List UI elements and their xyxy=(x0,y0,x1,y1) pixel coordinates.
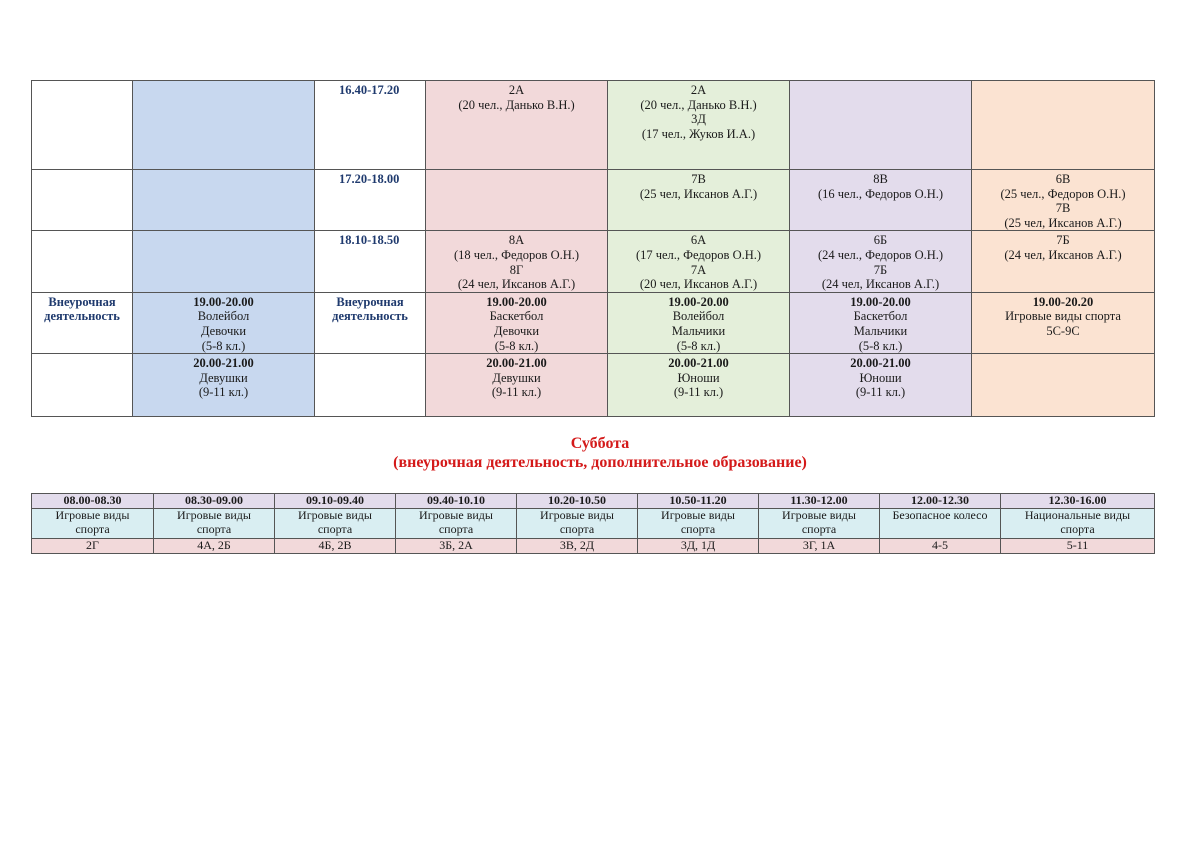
cell-text-line: (20 чел., Данько В.Н.) xyxy=(640,97,757,112)
cell-text-line: 18.10-18.50 xyxy=(339,233,400,248)
column-5-cell xyxy=(608,231,790,292)
cell-text-line: Мальчики xyxy=(853,323,908,338)
saturday-class-cell: 3Д, 1Д xyxy=(638,539,759,554)
cell-text-line: Игровые виды xyxy=(55,508,130,522)
cell-text-line: Мальчики xyxy=(671,323,726,338)
saturday-activity-cell xyxy=(32,509,154,539)
column-7-cell xyxy=(972,231,1155,292)
saturday-class-cell: 4Б, 2В xyxy=(275,539,396,554)
column-5-cell xyxy=(608,354,790,417)
cell-text-line: Игровые виды xyxy=(298,508,372,522)
cell-text-line: 5С-9С xyxy=(1046,323,1080,338)
saturday-activity-cell xyxy=(275,509,396,539)
cell-text-line: (24 чел., Федоров О.Н.) xyxy=(817,247,944,262)
column-4-cell xyxy=(426,354,608,417)
saturday-class-cell: 3Б, 2А xyxy=(396,539,517,554)
cell-text-line: 17.20-18.00 xyxy=(339,172,400,186)
cell-text-line: 16.40-17.20 xyxy=(339,83,400,97)
cell-text-line: Внеурочная xyxy=(336,294,404,309)
cell-text-line: 7В xyxy=(1055,201,1071,216)
saturday-activity-cell xyxy=(880,509,1001,539)
cell-text-line: Игровые виды спорта xyxy=(1005,309,1121,324)
row-label-cell xyxy=(32,354,133,417)
saturday-activity-cell xyxy=(638,509,759,539)
cell-text-line: (17 чел., Жуков И.А.) xyxy=(641,126,756,141)
saturday-time-cell: 09.10-09.40 xyxy=(275,494,396,509)
cell-text-line: Внеурочная xyxy=(48,294,116,309)
cell-text-line: 6Б xyxy=(873,233,888,248)
cell-text-line: 6В xyxy=(1055,172,1071,186)
column-7-cell xyxy=(972,81,1155,170)
saturday-time-cell: 12.30-16.00 xyxy=(1001,494,1155,509)
cell-text-line: (17 чел., Федоров О.Н.) xyxy=(635,247,762,262)
cell-text-line: (5-8 кл.) xyxy=(676,338,721,353)
column-2-cell xyxy=(133,170,315,231)
cell-text-line: спорта xyxy=(1060,521,1095,536)
cell-text-line: спорта xyxy=(75,521,110,536)
column-5-cell xyxy=(608,170,790,231)
saturday-time-cell: 08.30-09.00 xyxy=(154,494,275,509)
saturday-class-cell: 4А, 2Б xyxy=(154,539,275,554)
cell-text-line: Безопасное колесо xyxy=(892,508,988,522)
cell-text-line: Юноши xyxy=(859,370,902,385)
cell-text-line: 7А xyxy=(690,262,707,277)
column-2-cell xyxy=(133,292,315,353)
saturday-activity-cell xyxy=(517,509,638,539)
cell-text-line: спорта xyxy=(680,521,716,536)
cell-text-line: спорта xyxy=(317,521,353,536)
time-cell xyxy=(315,81,426,170)
cell-text-line: спорта xyxy=(196,521,232,536)
cell-text-line: деятельность xyxy=(44,309,120,324)
cell-text-line: (25 чел, Иксанов А.Г.) xyxy=(639,186,758,201)
saturday-subtitle: (внеурочная деятельность, дополнительное образование) xyxy=(393,454,807,471)
cell-text-line: (24 чел, Иксанов А.Г.) xyxy=(1004,247,1122,262)
column-6-cell xyxy=(790,231,972,292)
cell-text-line: Игровые виды xyxy=(177,508,251,522)
cell-text-line: 7Б xyxy=(873,262,888,277)
saturday-class-cell: 5-11 xyxy=(1001,539,1155,554)
cell-text-line: Игровые виды xyxy=(419,508,493,522)
weekday-schedule-table xyxy=(31,80,1155,417)
saturday-class-cell: 3В, 2Д xyxy=(517,539,638,554)
saturday-class-cell: 2Г xyxy=(32,539,154,554)
cell-text-line: (24 чел, Иксанов А.Г.) xyxy=(457,277,576,292)
cell-text-line: 8В xyxy=(873,172,888,186)
row-label-cell xyxy=(32,231,133,292)
cell-text-line: Девочки xyxy=(200,323,247,338)
cell-text-line: Девушки xyxy=(492,370,541,385)
cell-text-line: Юноши xyxy=(677,370,720,385)
time-cell xyxy=(315,231,426,292)
saturday-time-cell: 08.00-08.30 xyxy=(32,494,154,509)
cell-text-line: 8А xyxy=(508,233,525,248)
saturday-time-cell: 11.30-12.00 xyxy=(759,494,880,509)
cell-text-line: 2А xyxy=(508,83,525,97)
saturday-time-cell: 10.20-10.50 xyxy=(517,494,638,509)
cell-text-line: (5-8 кл.) xyxy=(201,338,246,353)
cell-text-line: (16 чел., Федоров О.Н.) xyxy=(817,186,944,201)
saturday-time-cell: 09.40-10.10 xyxy=(396,494,517,509)
column-6-cell xyxy=(790,292,972,353)
cell-text-line: спорта xyxy=(801,521,837,536)
cell-text-line: 6А xyxy=(690,233,707,248)
saturday-activity-cell xyxy=(396,509,517,539)
row-label-cell xyxy=(32,292,133,353)
cell-text-line: (20 чел., Данько В.Н.) xyxy=(458,97,575,112)
time-cell xyxy=(315,354,426,417)
column-5-cell xyxy=(608,292,790,353)
saturday-time-row xyxy=(32,494,1155,509)
schedule-row xyxy=(32,170,1155,231)
column-4-cell xyxy=(426,81,608,170)
cell-text-line: 19.00-20.00 xyxy=(193,294,254,309)
cell-text-line: 8Г xyxy=(509,262,524,277)
schedule-row xyxy=(32,354,1155,417)
saturday-heading xyxy=(0,434,1200,472)
saturday-activity-cell xyxy=(1001,509,1155,539)
cell-text-line: Игровые виды xyxy=(540,508,614,522)
cell-text-line: деятельность xyxy=(332,309,408,324)
column-2-cell xyxy=(133,81,315,170)
schedule-row xyxy=(32,81,1155,170)
saturday-time-cell: 12.00-12.30 xyxy=(880,494,1001,509)
column-5-cell xyxy=(608,81,790,170)
cell-text-line: (18 чел., Федоров О.Н.) xyxy=(453,247,580,262)
cell-text-line: Девушки xyxy=(199,370,248,385)
cell-text-line: 19.00-20.00 xyxy=(850,294,911,309)
saturday-schedule-table xyxy=(31,493,1155,554)
cell-text-line: 19.00-20.00 xyxy=(668,294,729,309)
column-4-cell xyxy=(426,292,608,353)
cell-text-line: 20.00-21.00 xyxy=(486,356,547,371)
cell-text-line: Игровые виды xyxy=(661,508,735,522)
cell-text-line: 2А xyxy=(690,83,707,97)
row-label-cell xyxy=(32,170,133,231)
cell-text-line: (5-8 кл.) xyxy=(858,338,903,353)
cell-text-line: Баскетбол xyxy=(853,309,908,324)
cell-text-line: (25 чел., Федоров О.Н.) xyxy=(1000,186,1126,201)
cell-text-line: Волейбол xyxy=(672,309,725,324)
cell-text-line: 20.00-21.00 xyxy=(668,356,729,371)
cell-text-line: Игровые виды xyxy=(782,508,856,522)
saturday-class-cell: 4-5 xyxy=(880,539,1001,554)
cell-text-line: 3Д xyxy=(691,112,706,127)
cell-text-line: 20.00-21.00 xyxy=(193,356,254,371)
cell-text-line: 7Б xyxy=(1056,233,1070,248)
cell-text-line: 7В xyxy=(691,172,706,186)
column-4-cell xyxy=(426,170,608,231)
schedule-row xyxy=(32,292,1155,353)
cell-text-line: (5-8 кл.) xyxy=(494,338,539,353)
saturday-class-cell: 3Г, 1А xyxy=(759,539,880,554)
cell-text-line: (20 чел, Иксанов А.Г.) xyxy=(639,277,758,292)
cell-text-line: Баскетбол xyxy=(489,309,544,324)
cell-text-line: спорта xyxy=(438,521,474,536)
saturday-activity-row xyxy=(32,509,1155,539)
cell-text-line: Волейбол xyxy=(197,309,250,324)
row-label-cell xyxy=(32,81,133,170)
saturday-title: Суббота xyxy=(570,435,630,452)
column-6-cell xyxy=(790,170,972,231)
cell-text-line: (25 чел, Иксанов А.Г.) xyxy=(1004,215,1122,230)
cell-text-line: (9-11 кл.) xyxy=(198,385,249,400)
saturday-activity-cell xyxy=(154,509,275,539)
time-cell xyxy=(315,170,426,231)
saturday-activity-cell xyxy=(759,509,880,539)
column-7-cell xyxy=(972,354,1155,417)
column-6-cell xyxy=(790,354,972,417)
cell-text-line: (24 чел, Иксанов А.Г.) xyxy=(821,277,940,292)
cell-text-line: Национальные виды xyxy=(1024,508,1131,522)
column-4-cell xyxy=(426,231,608,292)
cell-text-line: (9-11 кл.) xyxy=(673,385,724,400)
cell-text-line: (9-11 кл.) xyxy=(855,385,906,400)
cell-text-line: 19.00-20.00 xyxy=(486,294,547,309)
cell-text-line: Девочки xyxy=(493,323,540,338)
saturday-time-cell: 10.50-11.20 xyxy=(638,494,759,509)
column-7-cell xyxy=(972,170,1155,231)
column-2-cell xyxy=(133,231,315,292)
column-7-cell xyxy=(972,292,1155,353)
cell-text-line: спорта xyxy=(559,521,595,536)
column-2-cell xyxy=(133,354,315,417)
cell-text-line: 20.00-21.00 xyxy=(850,356,911,371)
saturday-class-row xyxy=(32,539,1155,554)
cell-text-line: 19.00-20.20 xyxy=(1032,294,1094,309)
column-6-cell xyxy=(790,81,972,170)
cell-text-line: (9-11 кл.) xyxy=(491,385,542,400)
schedule-row xyxy=(32,231,1155,292)
time-cell xyxy=(315,292,426,353)
